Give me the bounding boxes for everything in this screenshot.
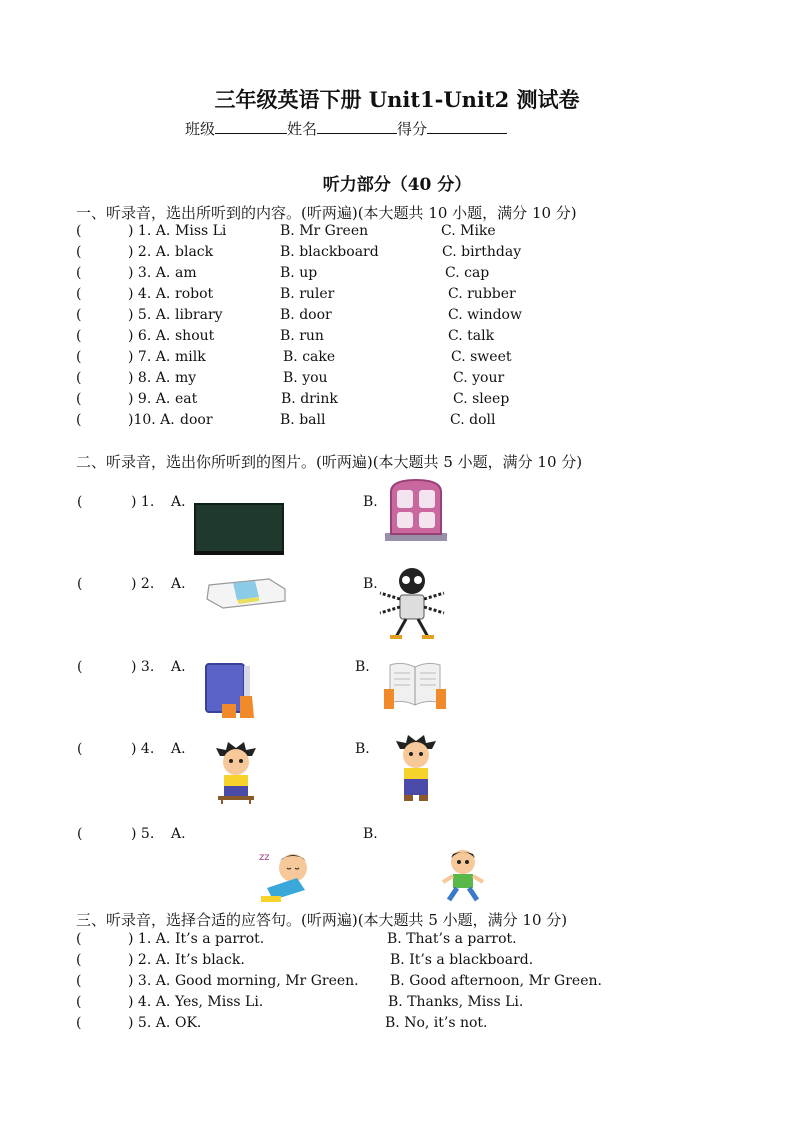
boy-running-picture[interactable] — [441, 848, 485, 904]
answer-paren[interactable]: ( — [76, 391, 82, 407]
window-picture[interactable] — [383, 478, 449, 542]
name-blank[interactable] — [317, 119, 397, 134]
answer-paren[interactable]: ( — [76, 223, 82, 239]
option-a: am — [175, 265, 197, 281]
boy-standing-picture[interactable] — [394, 735, 440, 803]
answer-paren[interactable]: ( — [76, 244, 82, 260]
option-a-label: A. — [171, 494, 186, 510]
part1-question-10 — [0, 412, 794, 432]
question-number: ) 5. A. — [128, 307, 171, 323]
listening-section-title: 听力部分（40 分） — [322, 175, 472, 195]
part1-question-2 — [0, 244, 794, 264]
question-number: ) 1. A. — [128, 931, 171, 947]
part3-question-2 — [0, 952, 794, 972]
robot-picture[interactable] — [374, 567, 450, 643]
question-number: ) 8. A. — [128, 370, 171, 386]
question-number: )10. A. — [128, 412, 175, 428]
answer-paren[interactable]: ( — [76, 349, 82, 365]
option-a: Good morning, Mr Green. — [175, 973, 359, 989]
answer-paren[interactable]: ( — [76, 931, 82, 947]
part3-question-5 — [0, 1015, 794, 1035]
page-title: 三年级英语下册 Unit1-Unit2 测试卷 — [214, 87, 580, 112]
answer-paren[interactable]: ( — [76, 265, 82, 281]
option-a: eat — [175, 391, 198, 407]
blackboard-picture[interactable] — [194, 503, 284, 555]
student-info-fields — [185, 118, 507, 139]
svg-text:zz: zz — [259, 852, 270, 863]
option-b: B. No, it’s not. — [385, 1015, 488, 1031]
answer-paren[interactable]: ( — [76, 994, 82, 1010]
part2-title: 二、听录音，选出你所听到的图片。(听两遍)(本大题共 5 小题，满分 10 分) — [76, 453, 583, 471]
answer-paren[interactable]: ( — [76, 1015, 82, 1031]
question-number: ) 2. A. — [128, 952, 171, 968]
answer-paren[interactable]: ( — [76, 412, 82, 428]
option-b: B. drink — [281, 391, 338, 407]
answer-paren[interactable]: ( — [77, 576, 83, 592]
option-a: milk — [175, 349, 206, 365]
option-a: library — [175, 307, 223, 323]
option-b: B. Thanks, Miss Li. — [388, 994, 524, 1010]
option-b-label: B. — [363, 494, 378, 510]
answer-paren[interactable]: ( — [77, 659, 83, 675]
part1-question-8 — [0, 370, 794, 390]
option-b: B. up — [280, 265, 318, 281]
option-b: B. ball — [280, 412, 326, 428]
question-number: ) 3. A. — [128, 265, 171, 281]
option-c: C. rubber — [448, 286, 516, 302]
option-a: shout — [175, 328, 215, 344]
answer-paren[interactable]: ( — [76, 286, 82, 302]
option-c: C. doll — [450, 412, 496, 428]
option-b-label: B. — [355, 659, 370, 675]
question-number: ) 5. — [131, 826, 155, 842]
option-b: B. run — [280, 328, 324, 344]
question-number: ) 2. — [131, 576, 155, 592]
option-a: black — [175, 244, 214, 260]
score-label: 得分 — [397, 120, 428, 138]
question-number: ) 4. A. — [128, 286, 171, 302]
part1-question-3 — [0, 265, 794, 285]
question-number: ) 1. A. — [128, 223, 171, 239]
option-a: It’s black. — [175, 952, 245, 968]
question-number: ) 6. A. — [128, 328, 171, 344]
part3-question-4 — [0, 994, 794, 1014]
part3-question-3 — [0, 973, 794, 993]
option-b: B. Mr Green — [280, 223, 369, 239]
option-b-label: B. — [363, 576, 378, 592]
option-a: Miss Li — [175, 223, 227, 239]
part2-question-5 — [0, 826, 794, 846]
option-a: door — [180, 412, 213, 428]
option-b: B. you — [283, 370, 328, 386]
answer-paren[interactable]: ( — [76, 328, 82, 344]
option-b: B. Good afternoon, Mr Green. — [390, 973, 602, 989]
class-label: 班级 — [185, 120, 216, 138]
part3-question-1 — [0, 931, 794, 951]
answer-paren[interactable]: ( — [76, 307, 82, 323]
book-picture[interactable] — [200, 660, 260, 720]
option-b: B. door — [280, 307, 332, 323]
question-number: ) 7. A. — [128, 349, 171, 365]
option-c: C. birthday — [442, 244, 522, 260]
answer-paren[interactable]: ( — [77, 741, 83, 757]
answer-paren[interactable]: ( — [76, 952, 82, 968]
option-b: B. ruler — [280, 286, 335, 302]
boy-sleeping-picture[interactable] — [257, 848, 313, 904]
question-number: ) 9. A. — [128, 391, 171, 407]
answer-paren[interactable]: ( — [77, 494, 83, 510]
option-a-label: A. — [171, 576, 186, 592]
option-c: C. window — [448, 307, 522, 323]
answer-paren[interactable]: ( — [76, 370, 82, 386]
class-blank[interactable] — [215, 119, 287, 134]
option-b-label: B. — [355, 741, 370, 757]
score-blank[interactable] — [427, 119, 507, 134]
part1-question-7 — [0, 349, 794, 369]
option-b-label: B. — [363, 826, 378, 842]
option-b: B. It’s a blackboard. — [390, 952, 534, 968]
question-number: ) 2. A. — [128, 244, 171, 260]
question-number: ) 3. — [131, 659, 155, 675]
answer-paren[interactable]: ( — [76, 973, 82, 989]
option-a: Yes, Miss Li. — [175, 994, 264, 1010]
answer-paren[interactable]: ( — [77, 826, 83, 842]
part1-question-4 — [0, 286, 794, 306]
question-number: ) 3. A. — [128, 973, 171, 989]
part1-question-9 — [0, 391, 794, 411]
option-c: C. sleep — [453, 391, 510, 407]
option-c: C. talk — [448, 328, 495, 344]
rubber-picture[interactable] — [203, 575, 287, 611]
option-c: C. Mike — [441, 223, 496, 239]
boy-sitting-picture[interactable] — [212, 742, 260, 804]
option-b: B. That’s a parrot. — [387, 931, 517, 947]
option-a-label: A. — [171, 741, 186, 757]
question-number: ) 4. — [131, 741, 155, 757]
option-b: B. cake — [283, 349, 336, 365]
option-a: It’s a parrot. — [175, 931, 265, 947]
question-number: ) 1. — [131, 494, 155, 510]
option-b: B. blackboard — [280, 244, 379, 260]
question-number: ) 4. A. — [128, 994, 171, 1010]
part1-question-5 — [0, 307, 794, 327]
option-a: robot — [175, 286, 214, 302]
option-a-label: A. — [171, 659, 186, 675]
part1-question-6 — [0, 328, 794, 348]
open-book-picture[interactable] — [382, 659, 448, 713]
name-label: 姓名 — [287, 120, 318, 138]
part1-title: 一、听录音，选出所听到的内容。(听两遍)(本大题共 10 小题，满分 10 分) — [76, 204, 577, 222]
option-c: C. cap — [445, 265, 490, 281]
option-a: my — [175, 370, 197, 386]
question-number: ) 5. A. — [128, 1015, 171, 1031]
option-c: C. your — [453, 370, 505, 386]
option-a-label: A. — [171, 826, 186, 842]
part1-question-1 — [0, 223, 794, 243]
option-c: C. sweet — [451, 349, 512, 365]
part3-title: 三、听录音，选择合适的应答句。(听两遍)(本大题共 5 小题，满分 10 分) — [76, 911, 568, 929]
option-a: OK. — [175, 1015, 202, 1031]
